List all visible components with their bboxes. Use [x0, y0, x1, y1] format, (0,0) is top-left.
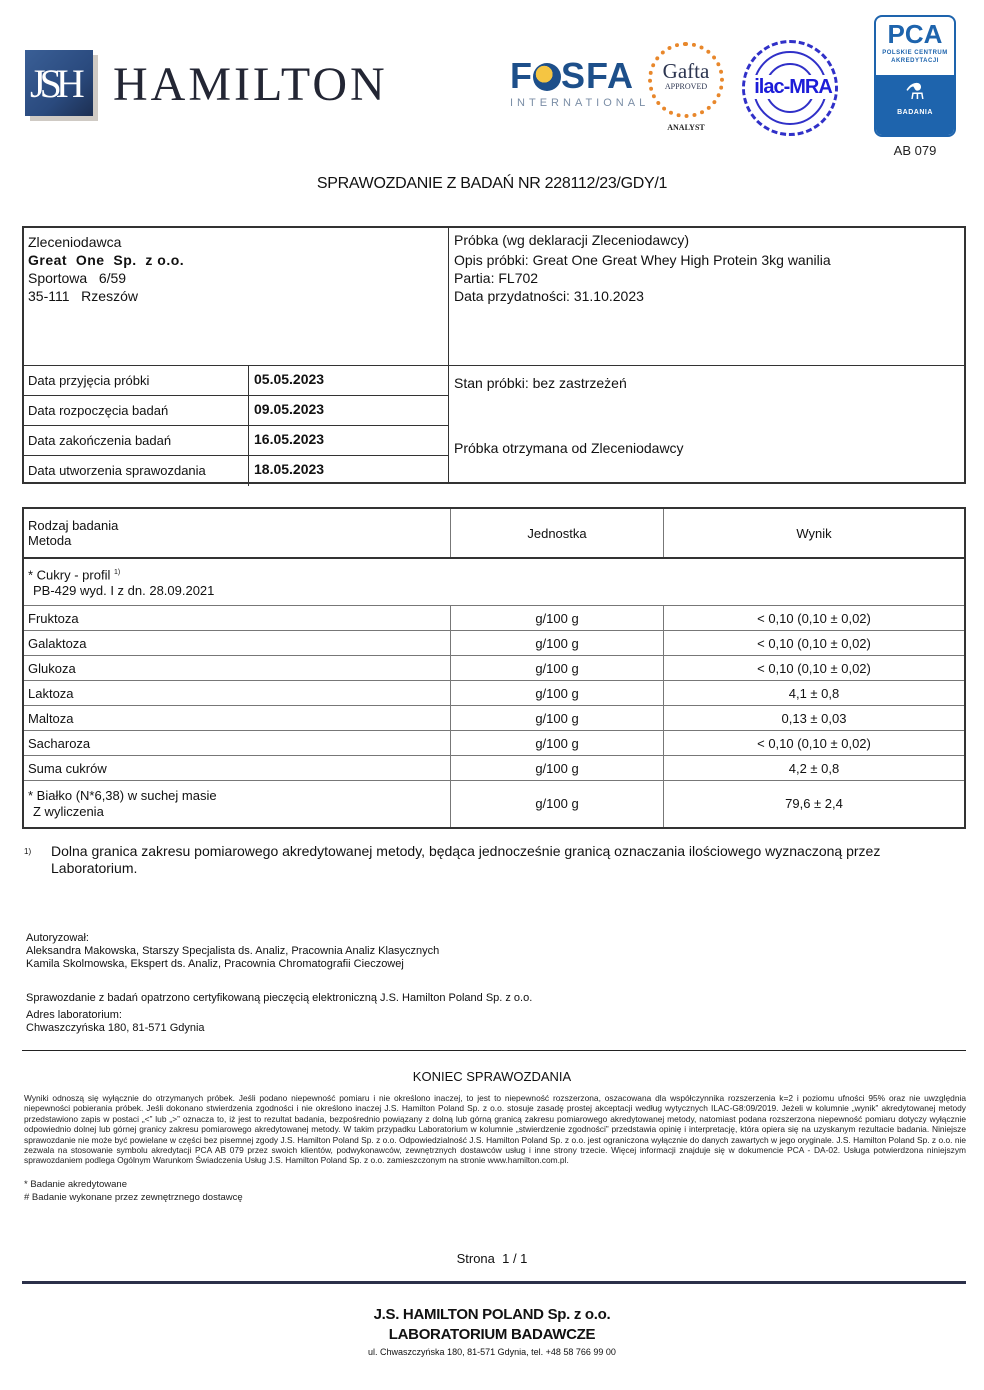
page-number: Strona 1 / 1 — [456, 1251, 528, 1266]
footnote: 1) Dolna granica zakresu pomiarowego akredytowanej metody, będąca jednocześnie granicą oznaczania ilościowego wyznaczoną przez Laboratorium. — [24, 843, 881, 876]
authorization-block: Autoryzował: Aleksandra Makowska, Starszy Specjalista ds. Analiz, Pracownia Analiz Klasycznych Kamila Skolmowska, Ekspert ds. Analiz, Pracownia Chromatografii Cieczowej — [26, 932, 440, 970]
globe-icon — [533, 63, 561, 91]
hamilton-logo-text: HAMILTON — [113, 58, 388, 111]
disclaimer-text: Wyniki odnoszą się wyłącznie do otrzymanych próbek. Jeśli podano niepewność pomiaru i nie określono inaczej, to jest to niepewność rozszerzona, oszacowana dla współczynnika rozszerzenia k=2 i poziomu ufności 95% oraz nie uwzględnia niepewności pobierania próbek. Jeśli dokonano stwierdzenia zgodności i nie określono inaczej J.S. Hamilton Poland Sp. z o.o. stosuje zasadę prostej akceptacji według wytycznych ILAC-G8:09/2019. Jeżeli w kolumnie „wynik” akredytowanej metody przedstawiono zapis w postaci „<” lub „>” oznacza to, iż jest to rezultat badania, bezpośrednio powiązany z dolną lub górną granicą zakresu pomiarowego akredytowanej metody, natomiast podana rozszerzona niepewność pomiaru dotyczy wyłącznie odpowiednio dolnej lub górnej granicy zakresu pomiarowego akredytowanej metody. W takim przypadku Laboratorium w kolumnie „stwierdzenie zgodności” przedstawia opinię i interpretację, która opiera się na uzyskanym rezultacie badania. Niniejsze sprawozdanie nie może być powielane w części bez pisemnej zgody J.S. Hamilton Poland Sp. z o.o. Odpowiedzialność J.S. Hamilton Poland Sp. z o.o. jest ograniczona wyłącznie do danych zawartych w jego oryginale. J.S. Hamilton Poland Sp. z o.o. nie zezwala na stosowanie symbolu akredytacji PCA AB 079 przez swoich klientów, podwykonawców, zewnętrznych dostawców usług i inne strony trzecie. Więcej informacji znajduje się w dokumencie PCA - DA-02. Usługa potwierdzona niniejszym sprawozdaniem podlega Ogólnym Warunkom Świadczenia Usług J.S. Hamilton Poland Sp. z o.o. zamieszczonym na stronie www.hamilton.com.pl. — [24, 1093, 966, 1166]
table-row-protein: * Białko (N*6,38) w suchej masie Z wyliczenia g/100 g 79,6 ± 2,4 — [23, 781, 965, 829]
results-table — [22, 507, 966, 829]
table-row: Laktoza g/100 g 4,1 ± 0,8 — [23, 681, 965, 706]
report-title: SPRAWOZDANIE Z BADAŃ NR 228112/23/GDY/1 — [316, 175, 668, 192]
signer: Kamila Skolmowska, Ekspert ds. Analiz, Pracownia Chromatografii Cieczowej — [26, 958, 404, 970]
end-of-report-title: KONIEC SPRAWOZDANIA — [412, 1069, 572, 1084]
table-row: Suma cukrów g/100 g 4,2 ± 0,8 — [23, 756, 965, 781]
client-block: Zleceniodawca Great One Sp. z o.o. Sportowa 6/59 35-111 Rzeszów — [28, 234, 185, 304]
ilac-mra-logo: ilac-MRA — [742, 40, 838, 136]
date-row: Data rozpoczęcia badań 09.05.2023 — [24, 396, 448, 426]
gafta-logo: Gafta APPROVED — [648, 42, 724, 118]
sample-origin: Próbka otrzymana od Zleceniodawcy — [454, 440, 684, 456]
date-row: Data zakończenia badań 16.05.2023 — [24, 426, 448, 456]
client-street: Sportowa 6/59 — [28, 270, 127, 286]
flask-icon: ⚗ — [905, 79, 925, 104]
table-row: Maltoza g/100 g 0,13 ± 0,03 — [23, 706, 965, 731]
seal-block: Sprawozdanie z badań opatrzono certyfikowaną pieczęcią elektroniczną J.S. Hamilton Poland Sp. z o.o. Adres laboratorium: Chwaszczyńska 180, 81-571 Gdynia — [26, 992, 533, 1034]
signer: Aleksandra Makowska, Starszy Specjalista ds. Analiz, Pracownia Analiz Klasycznych — [26, 945, 440, 957]
footer-lab: LABORATORIUM BADAWCZE — [388, 1326, 596, 1343]
sample-batch: Partia: FL702 — [454, 270, 539, 286]
sample-state: Stan próbki: bez zastrzeżeń — [454, 375, 627, 391]
pca-accreditation-badge: PCA POLSKIE CENTRUM AKREDYTACJI ⚗ BADANIA — [874, 15, 956, 137]
table-row: Fruktoza g/100 g < 0,10 (0,10 ± 0,02) — [23, 606, 965, 631]
accreditation-number: AB 079 — [893, 143, 937, 158]
date-row: Data utworzenia sprawozdania 18.05.2023 — [24, 456, 448, 486]
results-header-row: Rodzaj badania Metoda Jednostka Wynik — [23, 508, 965, 558]
client-city: 35-111 Rzeszów — [28, 288, 138, 304]
results-group-row: * Cukry - profil $^{1)}$ PB-429 wyd. I z dn. 28.09.2021 — [23, 558, 965, 606]
dates-list — [24, 366, 448, 486]
sample-description: Opis próbki: Great One Great Whey High Protein 3kg wanilia — [454, 252, 831, 268]
table-row: Glukoza g/100 g < 0,10 (0,10 ± 0,02) — [23, 656, 965, 681]
date-row: Data przyjęcia próbki 05.05.2023 — [24, 366, 448, 396]
footer-contact: ul. Chwaszczyńska 180, 81-571 Gdynia, tel. +48 58 766 99 00 — [368, 1347, 616, 1357]
sample-expiry: Data przydatności: 31.10.2023 — [454, 288, 644, 304]
divider — [22, 1050, 966, 1051]
sample-block: Próbka (wg deklaracji Zleceniodawcy) Opis próbki: Great One Great Whey High Protein 3kg wanilia Partia: FL702 Data przydatności: 31.10.2023 — [454, 232, 831, 304]
footer-company: J.S. HAMILTON POLAND Sp. z o.o. — [373, 1306, 611, 1323]
client-name: Great One Sp. z o.o. — [28, 252, 185, 268]
report-info-table — [22, 226, 966, 484]
legend: * Badanie akredytowane # Badanie wykonane przez zewnętrznego dostawcę — [24, 1179, 243, 1203]
fosfa-logo: F SFA INTERNATIONAL — [510, 55, 650, 109]
hamilton-monogram: JSH — [30, 61, 79, 106]
table-row: Galaktoza g/100 g < 0,10 (0,10 ± 0,02) — [23, 631, 965, 656]
footer-divider — [22, 1281, 966, 1284]
table-row: Sacharoza g/100 g < 0,10 (0,10 ± 0,02) — [23, 731, 965, 756]
gafta-caption: ANALYST — [667, 123, 705, 132]
